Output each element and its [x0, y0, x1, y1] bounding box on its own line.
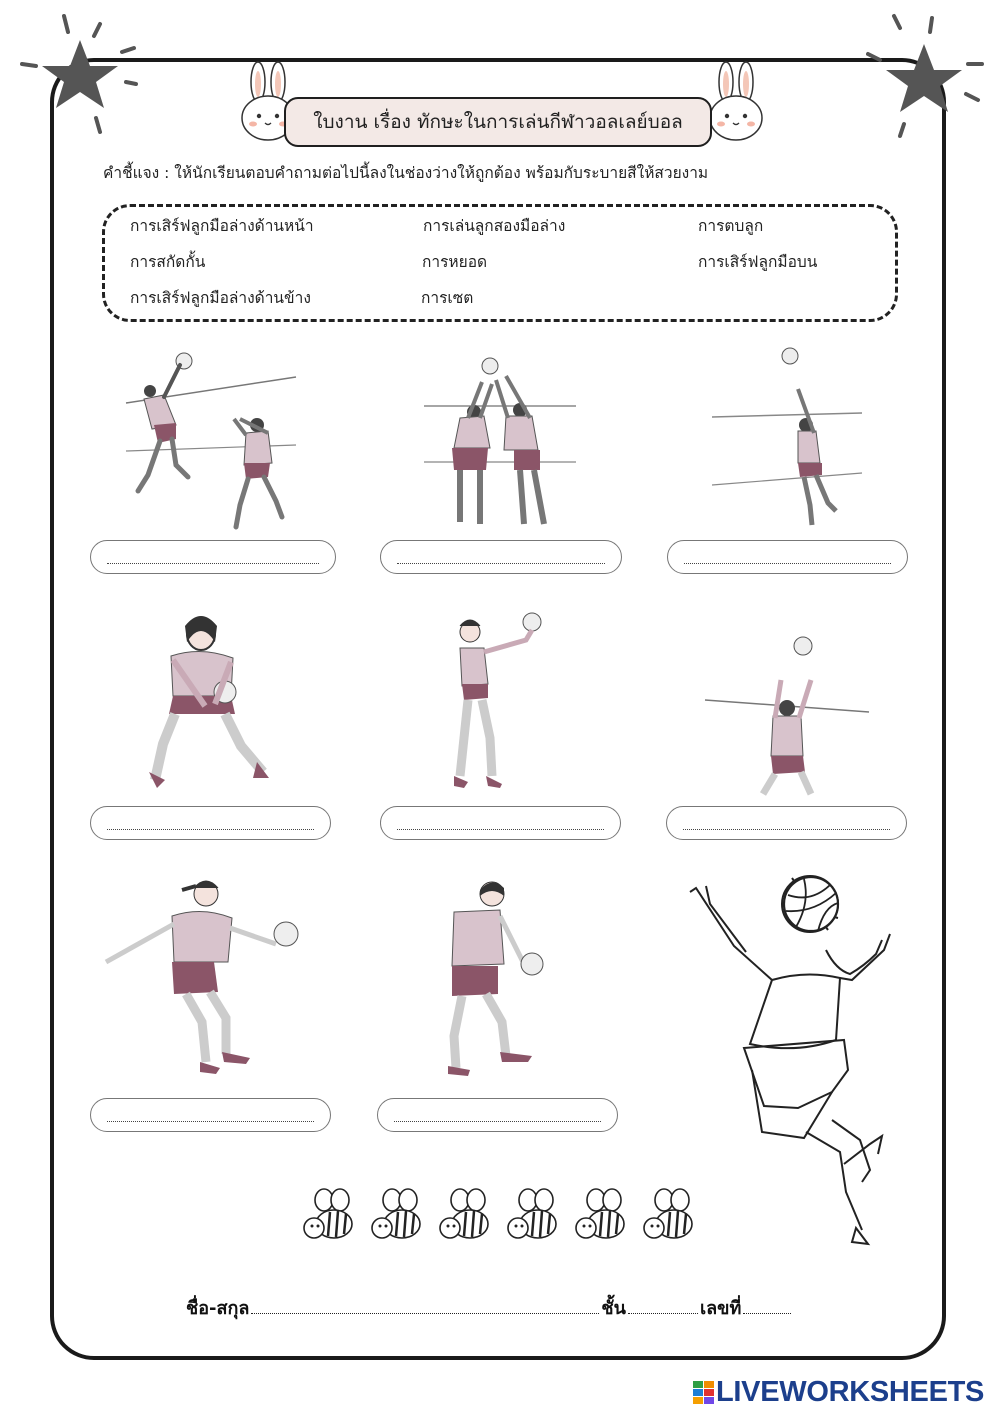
- answer-field[interactable]: [377, 1098, 618, 1132]
- block-illustration: [420, 352, 580, 532]
- answer-field[interactable]: [667, 540, 908, 574]
- logo-text: LIVEWORKSHEETS: [716, 1376, 985, 1408]
- bee-icon: [572, 1188, 632, 1246]
- word-bank-item: การเสิร์ฟลูกมือบน: [698, 253, 818, 271]
- liveworksheets-logo: [692, 1376, 984, 1409]
- student-info-line: [186, 1293, 793, 1322]
- star-icon-left: [18, 8, 138, 138]
- front-underhand-serve-illustration: [440, 876, 555, 1076]
- answer-field[interactable]: [666, 806, 907, 840]
- star-icon-right: [866, 10, 986, 140]
- instructions-text: คำชี้แจง : ให้นักเรียนตอบคำถามต่อไปนี้ลงในช่องว่างให้ถูกต้อง พร้อมกับระบายสีให้สวยงาม: [103, 164, 709, 182]
- set-illustration: [703, 630, 873, 800]
- overhand-serve-side-illustration: [440, 608, 555, 793]
- overhand-serve-illustration: [712, 345, 867, 530]
- bee-icon: [640, 1188, 700, 1246]
- answer-field[interactable]: [90, 540, 336, 574]
- worksheet-title: ใบงาน เรื่อง ทักษะในการเล่นกีฬาวอลเลย์บอล: [284, 97, 712, 147]
- word-bank-item: การเล่นลูกสองมือล่าง: [423, 217, 566, 235]
- bee-icon: [504, 1188, 564, 1246]
- class-input-line[interactable]: [628, 1313, 698, 1314]
- answer-field[interactable]: [380, 806, 621, 840]
- answer-field[interactable]: [90, 806, 331, 840]
- bee-icon: [300, 1188, 360, 1246]
- word-bank-item: การเซต: [421, 289, 474, 307]
- bee-icon: [368, 1188, 428, 1246]
- number-input-line[interactable]: [743, 1313, 791, 1314]
- bunny-icon-right: [704, 60, 766, 148]
- bee-icon: [436, 1188, 496, 1246]
- word-bank-item: การหยอด: [422, 253, 488, 271]
- word-bank-item: การเสิร์ฟลูกมือล่างด้านหน้า: [130, 217, 314, 235]
- live-badge-icon: [692, 1379, 716, 1407]
- volleyball-icon: [780, 873, 842, 935]
- word-bank-item: การสกัดกั้น: [130, 253, 206, 271]
- spike-and-dig-illustration: [118, 345, 303, 535]
- answer-field[interactable]: [90, 1098, 331, 1132]
- name-label: ชื่อ-สกุล: [186, 1298, 250, 1319]
- word-bank-item: การตบลูก: [698, 217, 764, 235]
- word-bank-item: การเสิร์ฟลูกมือล่างด้านข้าง: [130, 289, 311, 307]
- name-input-line[interactable]: [251, 1313, 599, 1314]
- class-label: ชั้น: [601, 1298, 626, 1319]
- number-label: เลขที่: [699, 1298, 742, 1319]
- forearm-pass-illustration: [145, 612, 275, 792]
- answer-field[interactable]: [380, 540, 622, 574]
- side-underhand-serve-illustration: [102, 872, 307, 1077]
